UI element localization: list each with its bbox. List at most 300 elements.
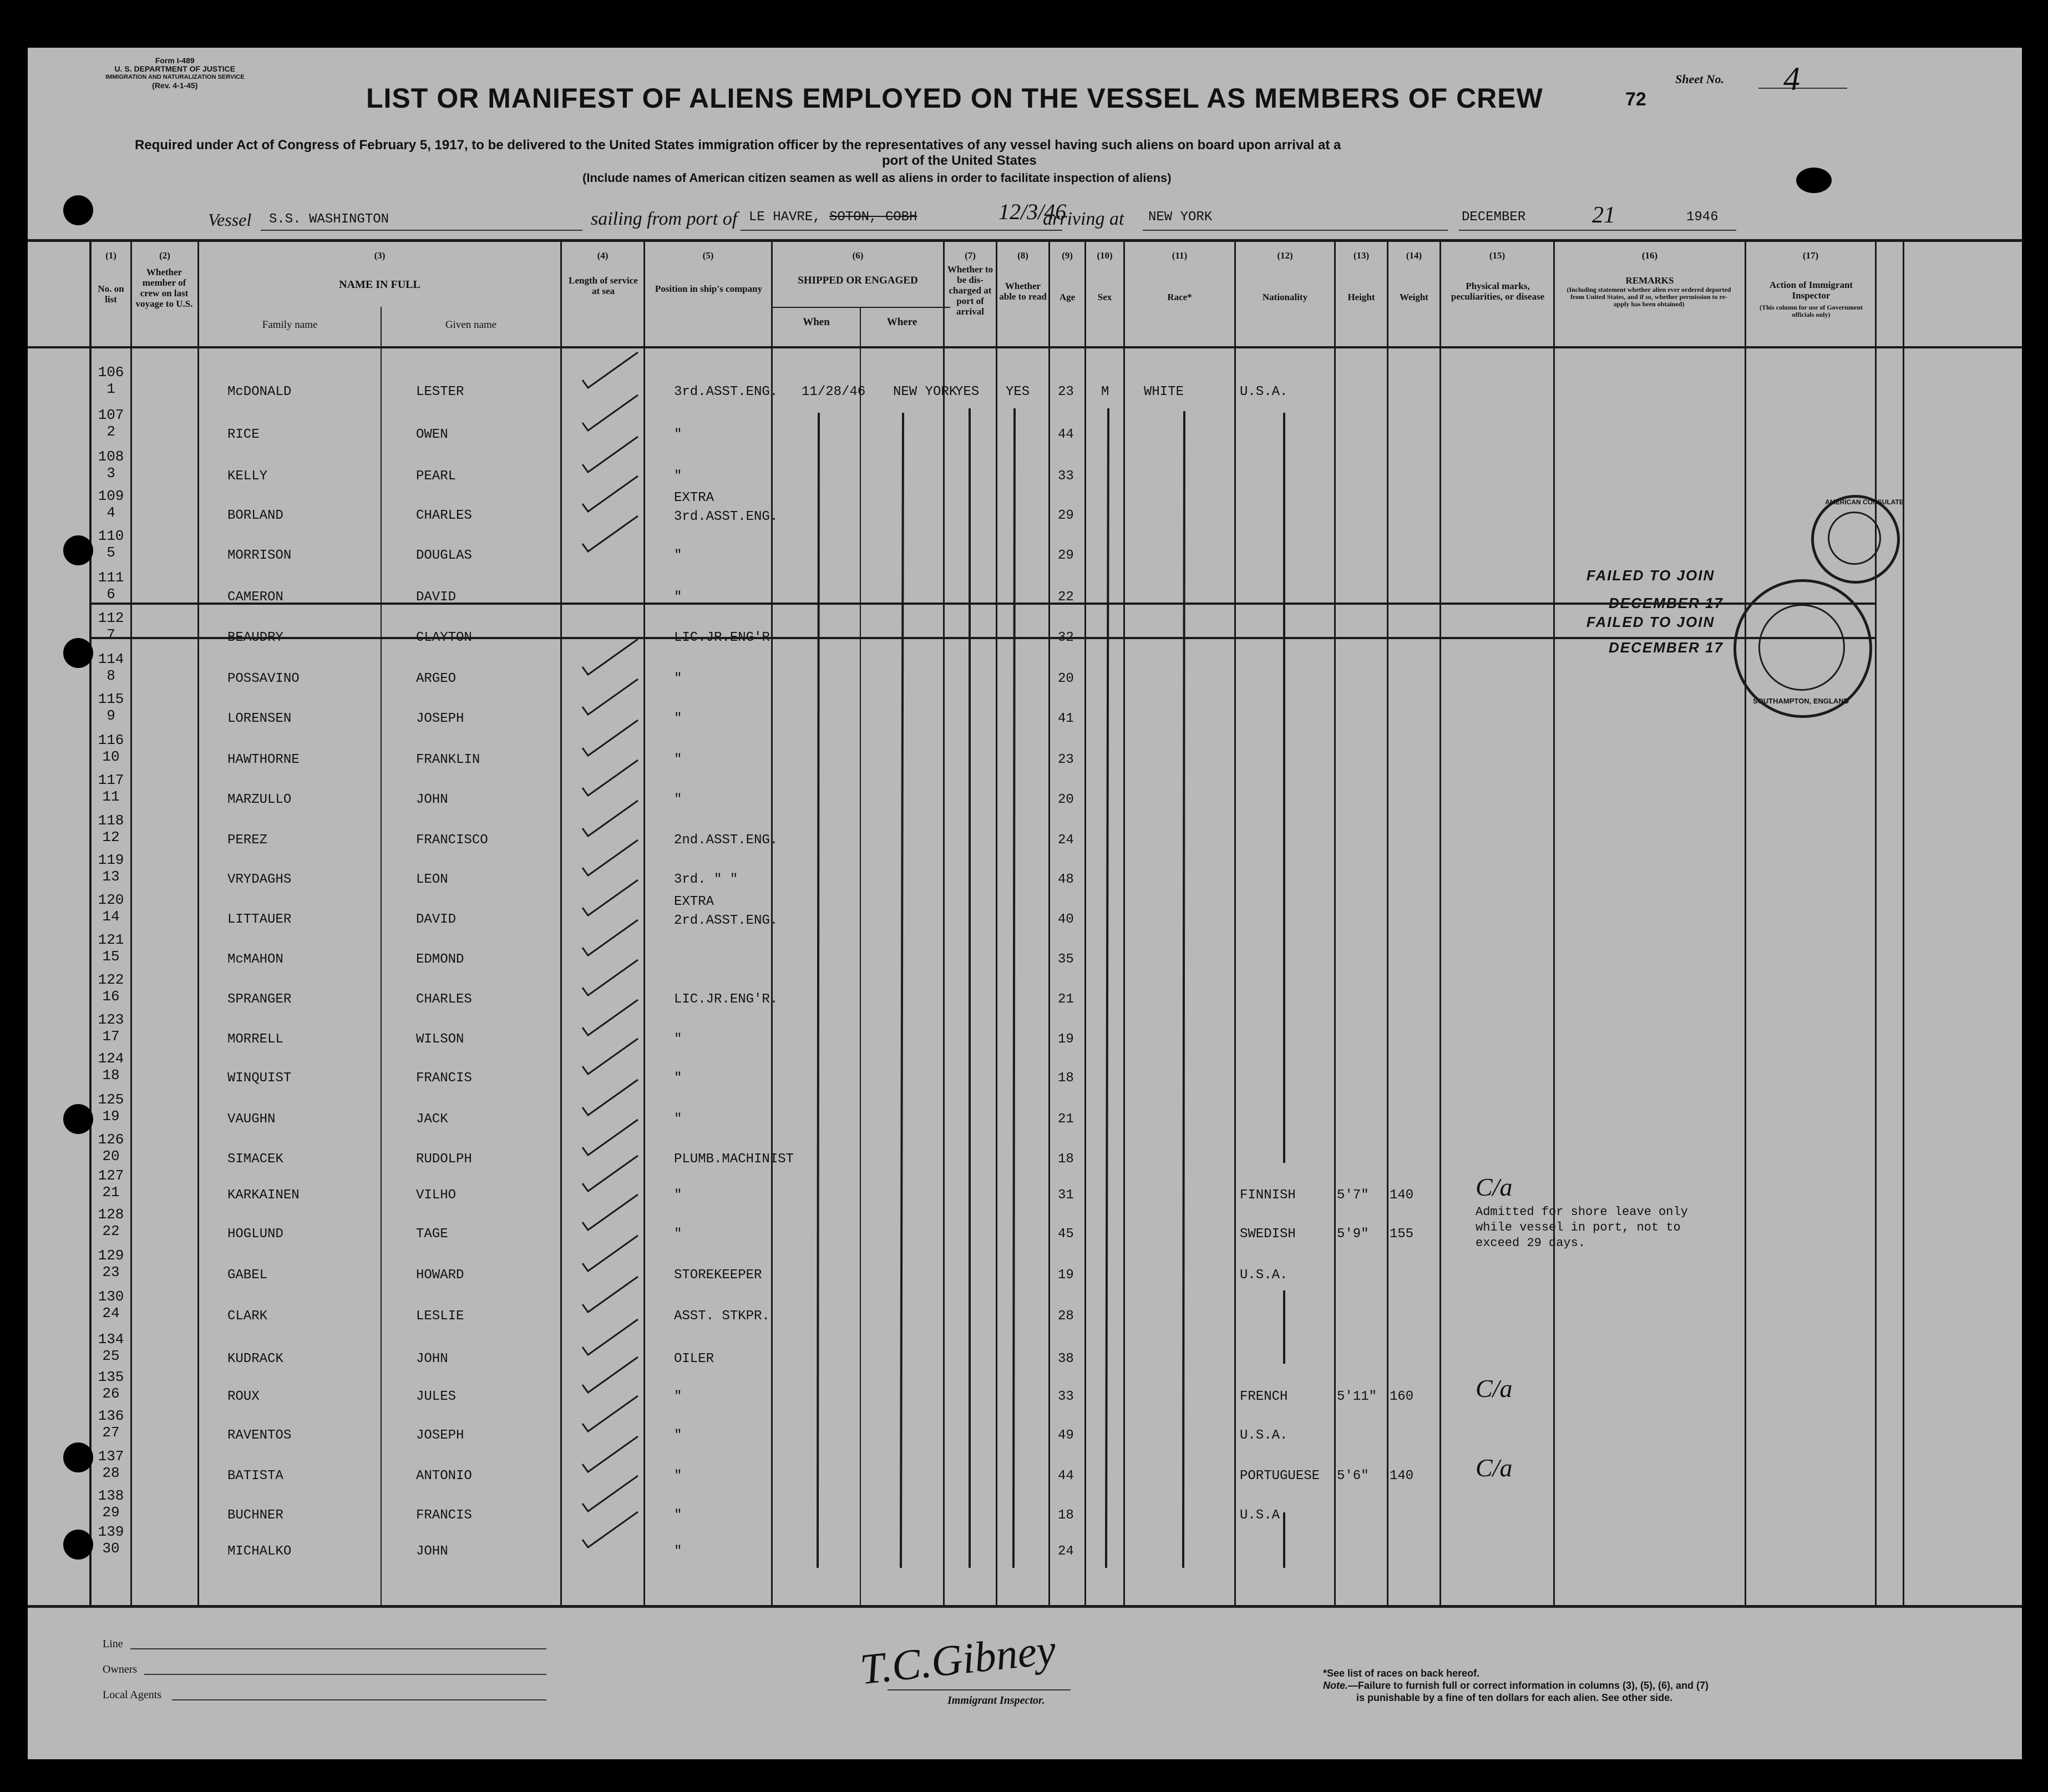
row-number: 24 — [102, 1305, 120, 1322]
check-mark — [582, 1120, 638, 1155]
cell-age: 44 — [1058, 1469, 1074, 1484]
col-13-num: (13) — [1353, 250, 1370, 261]
check-mark — [582, 1277, 638, 1312]
col-3-given: Given name — [445, 319, 497, 331]
cell-age: 31 — [1058, 1188, 1074, 1203]
row-number-top: 117 — [98, 772, 124, 788]
row-number: 9 — [107, 707, 115, 724]
check-mark — [582, 1396, 638, 1431]
row-number-top: 129 — [98, 1247, 124, 1264]
col-9-header: Age — [1059, 292, 1076, 302]
row-number: 10 — [102, 748, 120, 765]
row-number-top: 135 — [98, 1369, 124, 1385]
cell-age: 38 — [1058, 1351, 1074, 1366]
cell-family: MORRELL — [227, 1032, 283, 1047]
cell-given: EDMOND — [416, 952, 464, 967]
cell-position: " — [674, 1389, 682, 1404]
cell-position: PLUMB.MACHINIST — [674, 1152, 794, 1167]
col-14-num: (14) — [1406, 250, 1422, 261]
row-number: 1 — [107, 381, 115, 397]
cell-age: 29 — [1058, 548, 1074, 563]
cell-family: MICHALKO — [227, 1544, 292, 1559]
cell-family: LORENSEN — [227, 711, 292, 726]
cell-age: 18 — [1058, 1152, 1074, 1167]
col-12-num: (12) — [1277, 250, 1293, 261]
cell-given: JOSEPH — [416, 1428, 464, 1443]
row-number-top: 121 — [98, 932, 124, 948]
cell-family: GABEL — [227, 1268, 268, 1283]
row-number-top: 127 — [98, 1167, 124, 1184]
form-id: Form I-489 — [155, 56, 195, 65]
row-number: 15 — [102, 948, 120, 965]
cell-nationality: SWEDISH — [1240, 1227, 1296, 1242]
cell-position: " — [674, 752, 682, 767]
form-title: LIST OR MANIFEST OF ALIENS EMPLOYED ON THE VESSEL AS MEMBERS OF CREW — [366, 83, 1543, 114]
col-3-num: (3) — [374, 250, 386, 261]
punch-hole — [1796, 168, 1832, 193]
cell-family: LITTAUER — [227, 912, 292, 927]
remarks-date-1: DECEMBER 17 — [1609, 595, 1723, 611]
cell-family: SPRANGER — [227, 992, 292, 1007]
cell-physical-marks: C/a — [1476, 1374, 1513, 1403]
cell-position: LIC.JR.ENG'R. — [674, 992, 778, 1007]
cell-given: JOHN — [416, 792, 448, 807]
cell-sex: M — [1101, 384, 1109, 399]
col-16-note: (Including statement whether alien ever ordered deported from United States, and if so, whether permission to re-apply has been obtained) — [1567, 286, 1731, 308]
col-5-num: (5) — [702, 250, 714, 261]
inspector-label: Immigrant Inspector. — [947, 1694, 1045, 1707]
remarks-date-2: DECEMBER 17 — [1609, 639, 1723, 656]
check-mark — [582, 960, 638, 995]
port-from: LE HAVRE, — [749, 210, 821, 225]
check-mark — [582, 840, 638, 875]
subtitle-line3: (Include names of American citizen seamen as well as aliens in order to facilitate inspection of aliens) — [582, 171, 1172, 185]
row-number-top: 124 — [98, 1050, 124, 1067]
cell-position: " — [674, 548, 682, 563]
cell-given: CHARLES — [416, 992, 472, 1007]
row-number: 5 — [107, 544, 115, 561]
row-number: 2 — [107, 423, 115, 440]
check-mark — [582, 1000, 638, 1035]
row-number-top: 120 — [98, 892, 124, 908]
col-6-when: When — [803, 316, 830, 328]
cell-weight: 155 — [1390, 1227, 1414, 1242]
cell-family: KUDRACK — [227, 1351, 283, 1366]
row-number-top: 137 — [98, 1448, 124, 1465]
cell-position: " — [674, 1508, 682, 1523]
cell-race: WHITE — [1144, 384, 1184, 399]
cell-age: 41 — [1058, 711, 1074, 726]
cell-height: 5'7" — [1337, 1188, 1369, 1203]
row-number: 3 — [107, 465, 115, 482]
cell-given: VILHO — [416, 1188, 457, 1203]
row-number-top: 138 — [98, 1487, 124, 1504]
cell-age: 20 — [1058, 671, 1074, 686]
row-number-top: 130 — [98, 1288, 124, 1305]
cell-age: 45 — [1058, 1227, 1074, 1242]
col-17-num: (17) — [1802, 250, 1819, 261]
cell-family: WINQUIST — [227, 1071, 292, 1086]
cell-age: 19 — [1058, 1268, 1074, 1283]
cell-given: FRANCIS — [416, 1071, 472, 1086]
arriving-label: arriving at — [1043, 209, 1124, 229]
cell-position: 2nd.ASST.ENG. — [674, 833, 778, 848]
cell-nationality: U.S.A. — [1240, 1428, 1288, 1443]
row-number-top: 116 — [98, 732, 124, 748]
cell-family: McDONALD — [227, 384, 292, 399]
arrival-year: 1946 — [1686, 210, 1719, 225]
row-number-top: 119 — [98, 852, 124, 868]
col-7-header: Whether to be dis-charged at port of arrival — [947, 264, 993, 317]
col-15-num: (15) — [1489, 250, 1505, 261]
sheet-number: 4 — [1783, 60, 1800, 97]
cell-family: RAVENTOS — [227, 1428, 292, 1443]
cell-family: HAWTHORNE — [227, 752, 300, 767]
col-5-header: Position in ship's company — [655, 284, 763, 294]
vessel-name: S.S. WASHINGTON — [269, 212, 389, 227]
check-mark — [582, 437, 638, 472]
col-9-num: (9) — [1062, 250, 1073, 261]
cell-position: " — [674, 1112, 682, 1127]
cell-position: " — [674, 1188, 682, 1203]
port-struck: SOTON, COBH — [829, 210, 917, 225]
revision: (Rev. 4-1-45) — [152, 81, 198, 90]
col-11-num: (11) — [1172, 250, 1188, 261]
cell-given: JOHN — [416, 1544, 448, 1559]
check-mark — [582, 1436, 638, 1472]
cell-given: OWEN — [416, 427, 448, 442]
line-label: Line — [103, 1638, 123, 1650]
cell-position: LIC.JR.ENG'R — [674, 630, 770, 645]
cell-family: HOGLUND — [227, 1227, 283, 1242]
col-6-num: (6) — [852, 250, 864, 261]
check-mark — [582, 1476, 638, 1511]
col-10-header: Sex — [1097, 292, 1112, 302]
cell-when: 11/28/46 — [802, 384, 866, 399]
check-mark — [582, 760, 638, 796]
cell-age: 24 — [1058, 1544, 1074, 1559]
cell-nationality: U.S.A. — [1240, 1268, 1288, 1283]
row-number: 20 — [102, 1148, 120, 1165]
cell-age: 18 — [1058, 1071, 1074, 1086]
port-to: NEW YORK — [1148, 210, 1213, 225]
owners-label: Owners — [103, 1663, 138, 1675]
cell-family: BUCHNER — [227, 1508, 283, 1523]
cell-given: DAVID — [416, 912, 457, 927]
check-mark — [582, 516, 638, 551]
cell-position-line1: EXTRA — [674, 894, 714, 909]
col-15-header: Physical marks, peculiarities, or disease — [1451, 281, 1545, 302]
cell-age: 33 — [1058, 1389, 1074, 1404]
row-number-top: 111 — [98, 569, 124, 586]
col-4-header: Length of service at sea — [569, 275, 638, 296]
check-mark — [582, 1357, 638, 1393]
remarks-failed-2: FAILED TO JOIN — [1586, 614, 1715, 630]
cell-position: ASST. STKPR. — [674, 1309, 770, 1324]
cell-weight: 140 — [1390, 1188, 1414, 1203]
subtitle-line2: port of the United States — [882, 153, 1037, 168]
cell-given: RUDOLPH — [416, 1152, 472, 1167]
check-mark — [582, 720, 638, 756]
cell-age: 20 — [1058, 792, 1074, 807]
col-3-family: Family name — [262, 319, 318, 331]
remarks-shore-leave-3: exceed 29 days. — [1476, 1236, 1586, 1250]
cell-family: CAMERON — [227, 590, 283, 605]
cell-family: BATISTA — [227, 1469, 283, 1484]
check-mark — [582, 801, 638, 836]
row-number-top: 107 — [98, 407, 124, 423]
cell-position: " — [674, 671, 682, 686]
row-number: 4 — [107, 504, 115, 521]
cell-position-line2: 3rd.ASST.ENG. — [674, 509, 778, 524]
row-number-top: 106 — [98, 364, 124, 381]
cell-given: JACK — [416, 1112, 448, 1127]
cell-age: 33 — [1058, 469, 1074, 484]
col-2-num: (2) — [159, 250, 170, 261]
cell-given: LEON — [416, 872, 448, 887]
cell-age: 21 — [1058, 1112, 1074, 1127]
row-number-top: 122 — [98, 971, 124, 988]
row-number-top: 134 — [98, 1331, 124, 1348]
row-number-top: 136 — [98, 1408, 124, 1424]
cell-position: " — [674, 590, 682, 605]
remarks-failed-1: FAILED TO JOIN — [1586, 567, 1715, 584]
cell-position: 3rd. " " — [674, 872, 738, 887]
cell-weight: 160 — [1390, 1389, 1414, 1404]
check-mark — [582, 1039, 638, 1074]
col-17-header: Action of Immigrant Inspector — [1769, 280, 1853, 301]
row-number-top: 109 — [98, 488, 124, 504]
check-mark — [582, 1156, 638, 1191]
cell-position-line2: 2rd.ASST.ENG. — [674, 913, 778, 928]
punch-hole — [63, 638, 93, 668]
cell-given: FRANKLIN — [416, 752, 480, 767]
ditto-lines — [28, 48, 2022, 1759]
footnote-penalty: is punishable by a fine of ten dollars for each alien. See other side. — [1356, 1692, 1673, 1703]
row-number-top: 125 — [98, 1091, 124, 1108]
handwritten-date: 12/3/46 — [998, 199, 1067, 224]
col-12-header: Nationality — [1262, 292, 1308, 302]
cell-age: 23 — [1058, 752, 1074, 767]
cell-height: 5'11" — [1337, 1389, 1377, 1404]
col-8-num: (8) — [1017, 250, 1028, 261]
cell-position: " — [674, 1428, 682, 1443]
cell-age: 49 — [1058, 1428, 1074, 1443]
cell-age: 21 — [1058, 992, 1074, 1007]
agents-label: Local Agents — [103, 1689, 162, 1701]
cell-family: CLARK — [227, 1309, 268, 1324]
title-number: 72 — [1625, 89, 1646, 110]
cell-read: YES — [1006, 384, 1030, 399]
col-6-header: SHIPPED OR ENGAGED — [798, 275, 918, 286]
remarks-shore-leave-2: while vessel in port, not to — [1476, 1221, 1681, 1234]
cell-age: 23 — [1058, 384, 1074, 399]
cell-family: POSSAVINO — [227, 671, 300, 686]
cell-given: DOUGLAS — [416, 548, 472, 563]
col-13-header: Height — [1347, 292, 1375, 302]
row-number-top: 114 — [98, 651, 124, 667]
cell-position: 3rd.ASST.ENG. — [674, 384, 778, 399]
punch-hole — [63, 535, 93, 565]
row-number: 14 — [102, 908, 120, 925]
cell-position: " — [674, 711, 682, 726]
row-number-top: 139 — [98, 1523, 124, 1540]
cell-position: STOREKEEPER — [674, 1268, 762, 1283]
cell-position-line1: EXTRA — [674, 490, 714, 505]
cell-nationality: U.S.A. — [1240, 1508, 1288, 1523]
row-number: 18 — [102, 1067, 120, 1084]
cell-position: " — [674, 1032, 682, 1047]
row-number: 26 — [102, 1385, 120, 1402]
cell-family: BEAUDRY — [227, 630, 283, 645]
cell-family: VRYDAGHS — [227, 872, 292, 887]
cell-given: CHARLES — [416, 508, 472, 523]
footnote-note-prefix: Note. — [1323, 1680, 1348, 1691]
row-number-top: 128 — [98, 1206, 124, 1223]
row-number: 17 — [102, 1028, 120, 1045]
cell-nationality: U.S.A. — [1240, 384, 1288, 399]
service-check-marks — [560, 48, 643, 1607]
check-mark — [582, 1236, 638, 1271]
cell-family: ROUX — [227, 1389, 260, 1404]
row-number: 30 — [102, 1540, 120, 1557]
cell-given: CLAYTON — [416, 630, 472, 645]
cell-nationality: PORTUGUESE — [1240, 1469, 1320, 1484]
cell-given: HOWARD — [416, 1268, 464, 1283]
stamp-upper-text: AMERICAN CONSULATE — [1825, 498, 1904, 506]
cell-given: LESTER — [416, 384, 464, 399]
col-2-header: Whether member of crew on last voyage to U.S. — [135, 267, 193, 309]
check-mark — [582, 1194, 638, 1230]
cell-physical-marks: C/a — [1476, 1173, 1513, 1201]
row-number: 13 — [102, 868, 120, 885]
row-number: 22 — [102, 1223, 120, 1239]
col-10-num: (10) — [1097, 250, 1113, 261]
row-number: 12 — [102, 829, 120, 846]
check-mark — [582, 920, 638, 955]
cell-age: 18 — [1058, 1508, 1074, 1523]
punch-hole — [63, 1442, 93, 1472]
col-8-header: Whether able to read — [999, 281, 1047, 302]
row-number: 25 — [102, 1348, 120, 1364]
cell-family: VAUGHN — [227, 1112, 276, 1127]
check-mark — [582, 395, 638, 431]
row-number: 16 — [102, 988, 120, 1005]
cell-position: " — [674, 427, 682, 442]
stamp-lower-text: SOUTHAMPTON, ENGLAND — [1753, 697, 1849, 705]
row-number: 21 — [102, 1184, 120, 1201]
cell-given: JOHN — [416, 1351, 448, 1366]
row-number: 19 — [102, 1108, 120, 1125]
cell-age: 32 — [1058, 630, 1074, 645]
cell-given: FRANCISCO — [416, 833, 488, 848]
cell-given: DAVID — [416, 590, 457, 605]
cell-age: 29 — [1058, 508, 1074, 523]
cell-age: 22 — [1058, 590, 1074, 605]
cell-age: 48 — [1058, 872, 1074, 887]
cell-given: ARGEO — [416, 671, 457, 686]
punch-hole — [63, 1530, 93, 1560]
col-3-header: NAME IN FULL — [339, 279, 420, 291]
cell-position: " — [674, 469, 682, 484]
col-17-note: (This column for use of Government officials only) — [1759, 303, 1863, 318]
row-number: 28 — [102, 1465, 120, 1481]
cell-position: " — [674, 792, 682, 807]
row-number-top: 110 — [98, 528, 124, 544]
cell-given: JULES — [416, 1389, 457, 1404]
cell-given: FRANCIS — [416, 1508, 472, 1523]
row-number: 6 — [107, 586, 115, 603]
cell-given: JOSEPH — [416, 711, 464, 726]
cell-family: MARZULLO — [227, 792, 292, 807]
cell-weight: 140 — [1390, 1469, 1414, 1484]
cell-position: " — [674, 1227, 682, 1242]
remarks-shore-leave-1: Admitted for shore leave only — [1476, 1205, 1688, 1219]
cell-given: TAGE — [416, 1227, 448, 1242]
cell-nationality: FINNISH — [1240, 1188, 1296, 1203]
cell-height: 5'6" — [1337, 1469, 1369, 1484]
check-mark — [582, 880, 638, 915]
row-number: 11 — [102, 788, 120, 805]
row-number: 27 — [102, 1424, 120, 1441]
cell-family: SIMACEK — [227, 1152, 283, 1167]
cell-family: McMAHON — [227, 952, 283, 967]
col-16-num: (16) — [1641, 250, 1658, 261]
cell-position: " — [674, 1071, 682, 1086]
cell-position: " — [674, 1544, 682, 1559]
check-mark — [582, 1319, 638, 1355]
cell-height: 5'9" — [1337, 1227, 1369, 1242]
col-6-where: Where — [886, 316, 917, 328]
row-number-top: 126 — [98, 1131, 124, 1148]
check-mark — [582, 352, 638, 388]
col-1-header: No. on list — [98, 284, 124, 305]
cell-age: 35 — [1058, 952, 1074, 967]
cell-nationality: FRENCH — [1240, 1389, 1288, 1404]
manifest-sheet — [28, 48, 2022, 1759]
check-mark — [582, 639, 638, 675]
cell-family: MORRISON — [227, 548, 292, 563]
check-mark — [582, 476, 638, 512]
cell-position: OILER — [674, 1351, 714, 1366]
col-1-num: (1) — [105, 250, 116, 261]
cell-age: 40 — [1058, 912, 1074, 927]
cell-where: NEW YORK — [893, 384, 957, 399]
punch-hole — [63, 195, 93, 225]
cell-age: 19 — [1058, 1032, 1074, 1047]
cell-given: WILSON — [416, 1032, 464, 1047]
col-4-num: (4) — [597, 250, 609, 261]
row-number-top: 123 — [98, 1011, 124, 1028]
arrival-day: 21 — [1592, 203, 1615, 228]
row-number: 7 — [107, 626, 115, 643]
col-14-header: Weight — [1400, 292, 1428, 302]
inspector-signature: T.C.Gibney — [858, 1624, 1058, 1694]
row-number: 23 — [102, 1264, 120, 1280]
punch-hole — [63, 1104, 93, 1134]
row-number-top: 108 — [98, 448, 124, 465]
row-number-top: 112 — [98, 610, 124, 626]
cell-given: ANTONIO — [416, 1469, 472, 1484]
row-number-top: 115 — [98, 691, 124, 707]
cell-discharged: YES — [955, 384, 980, 399]
cell-position: " — [674, 1469, 682, 1484]
service: IMMIGRATION AND NATURALIZATION SERVICE — [105, 74, 245, 80]
cell-age: 28 — [1058, 1309, 1074, 1324]
footnote-races: *See list of races on back hereof. — [1323, 1668, 1480, 1679]
cell-given: PEARL — [416, 469, 457, 484]
row-number: 29 — [102, 1504, 120, 1521]
